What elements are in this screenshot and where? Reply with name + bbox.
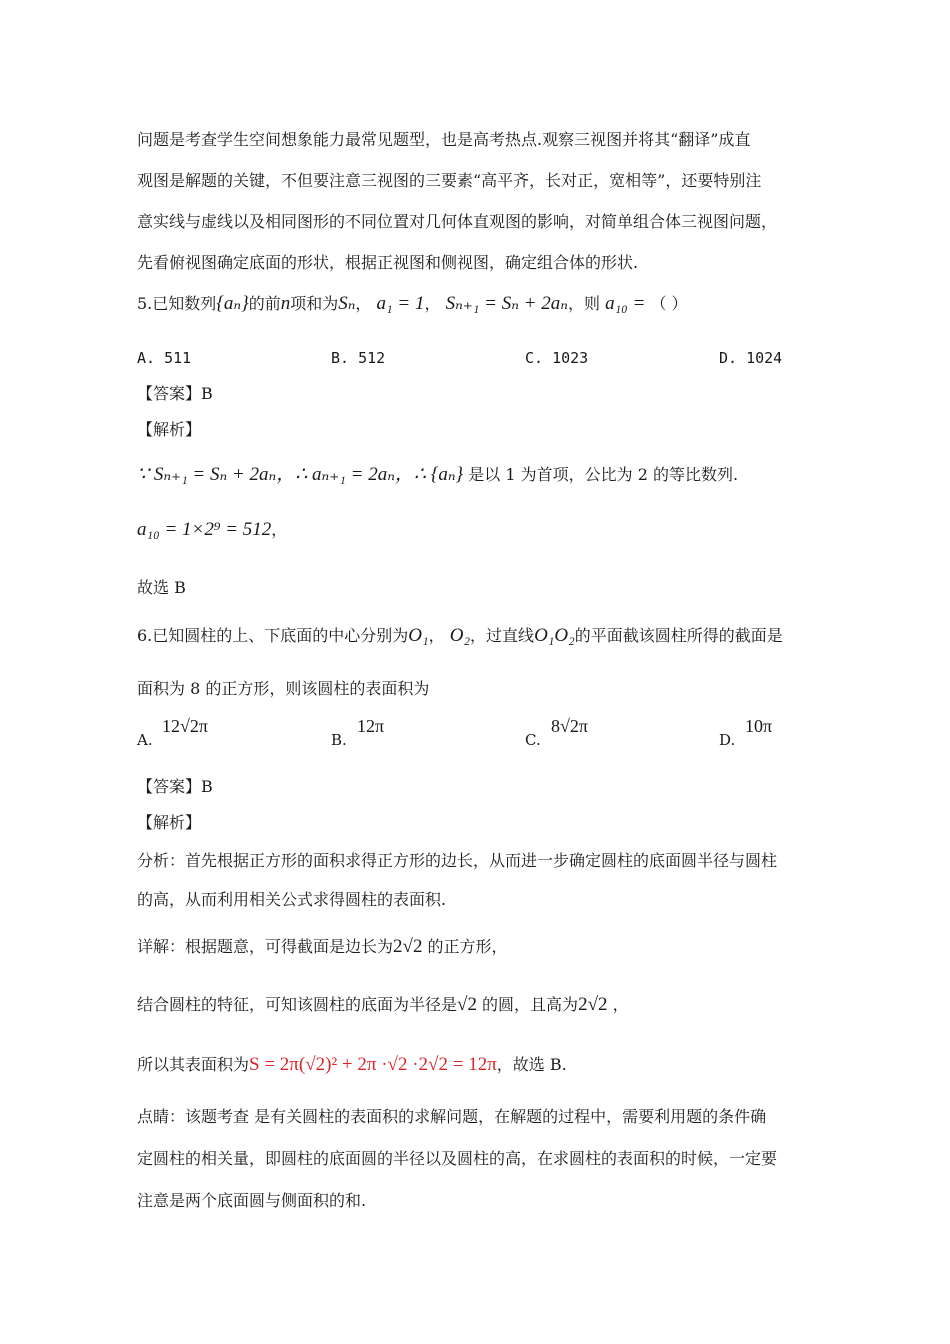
q6-jiehe-a: 结合圆柱的特征，可知该圆柱的底面为半径是 xyxy=(137,995,458,1014)
q6-option-d-value: 10π xyxy=(745,716,773,736)
q6-o2: O₂ xyxy=(449,625,471,646)
q5-sep1: ， xyxy=(355,294,372,313)
q6-stem-c: 的平面截该圆柱所得的截面是 xyxy=(574,626,783,645)
q6-dianjing-line-3: 注意是两个底面圆与侧面积的和. xyxy=(137,1191,367,1210)
q5-analysis-label: 【解析】 xyxy=(137,420,202,439)
q6-stem-b: ，过直线 xyxy=(470,626,535,645)
q5-option-a: A. 511 xyxy=(137,349,192,367)
q6-option-c-value: 8√2π xyxy=(551,716,588,736)
q6-dianjing-line-2: 定圆柱的相关量，即圆柱的底面圆的半径以及圆柱的高，在求圆柱的表面积的时候，一定要 xyxy=(137,1149,778,1168)
q6-side-length: 2√2 xyxy=(393,936,423,957)
q6-stem-line-1 xyxy=(137,626,783,646)
q6-fenxi-line-1: 分析：首先根据正方形的面积求得正方形的边长，从而进一步确定圆柱的底面圆半径与圆柱 xyxy=(137,851,778,870)
q5-mid3: ，则 xyxy=(567,294,600,313)
q6-stem-a: 6.已知圆柱的上、下底面的中心分别为 xyxy=(137,626,409,645)
q6-xiangjie-a: 详解：根据题意，可得截面是边长为 xyxy=(137,937,394,956)
q6-option-b-letter: B. xyxy=(331,731,347,749)
q6-jiehe xyxy=(137,995,629,1015)
q5-recurrence: Sₙ₊₁ = Sₙ + 2aₙ xyxy=(445,293,568,314)
q6-surface-formula: S = 2π(√2)² + 2π ·√2 ·2√2 = 12π xyxy=(249,1054,497,1075)
q5-a10: a₁₀ = xyxy=(605,293,646,314)
q5-n: n xyxy=(280,293,291,314)
intro-line-1: 问题是考查学生空间想象能力最常见题型，也是高考热点.观察三视图并将其“翻译”成直 xyxy=(137,130,751,149)
q5-answer: 【答案】B xyxy=(137,384,213,403)
q6-option-c-letter: C. xyxy=(525,731,541,749)
q6-option-a-letter: A. xyxy=(137,731,153,749)
q5-sol-therefore-2: ，∴ {aₙ} xyxy=(394,464,464,485)
q5-mid2: 项和为 xyxy=(290,294,339,313)
q6-fenxi-line-2: 的高，从而利用相关公式求得圆柱的表面积. xyxy=(137,890,447,909)
q6-option-d-letter: D. xyxy=(719,731,736,749)
q5-a1: a₁ = 1 xyxy=(376,293,425,314)
q6-xiangjie-b: 的正方形， xyxy=(427,937,508,956)
q5-paren: （ ） xyxy=(650,294,688,313)
q6-radius: √2 xyxy=(457,994,477,1015)
q5-sn: Sₙ xyxy=(338,293,356,314)
intro-line-2: 观图是解题的关键，不但要注意三视图的三要素“高平齐，长对正，宽相等”，还要特别注 xyxy=(137,171,762,190)
q5-sol-conclusion: 是以 1 为首项，公比为 2 的等比数列. xyxy=(468,465,739,484)
q6-sep1: ， xyxy=(428,626,445,645)
q5-sol-because: ∵ Sₙ₊₁ = Sₙ + 2aₙ xyxy=(137,464,277,485)
q5-option-d: D. 1024 xyxy=(719,349,783,367)
q5-solution-line-1 xyxy=(137,465,738,485)
q5-solution-line-2 xyxy=(137,520,287,540)
q6-dianjing-line-1: 点睛：该题考查 是有关圆柱的表面积的求解问题，在解题的过程中，需要利用题的条件确 xyxy=(137,1107,767,1126)
q6-height: 2√2 xyxy=(578,994,608,1015)
q5-mid1: 的前 xyxy=(248,294,281,313)
q6-suoyi-a: 所以其表面积为 xyxy=(137,1055,250,1074)
q5-sol-line2-tail: ， xyxy=(271,520,288,539)
intro-line-3: 意实线与虚线以及相同图形的不同位置对几何体直观图的影响，对简单组合体三视图问题， xyxy=(137,212,778,231)
intro-line-4: 先看俯视图确定底面的形状，根据正视图和侧视图，确定组合体的形状. xyxy=(137,253,639,272)
q6-analysis-label: 【解析】 xyxy=(137,813,202,832)
q6-xiangjie xyxy=(137,937,508,957)
q5-prefix: 5.已知数列 xyxy=(137,294,217,313)
q6-suoyi-b: ，故选 B. xyxy=(496,1055,567,1074)
q5-stem xyxy=(137,294,688,314)
q6-option-a-value: 12√2π xyxy=(162,716,208,736)
q5-choice: 故选 B xyxy=(137,578,186,597)
q6-stem-line-2: 面积为 8 的正方形，则该圆柱的表面积为 xyxy=(137,679,430,698)
q6-option-b-value: 12π xyxy=(357,716,385,736)
q6-o1: O₁ xyxy=(408,625,429,646)
q6-o1o2: O₁O₂ xyxy=(534,625,575,646)
q6-jiehe-b: 的圆，且高为 xyxy=(482,995,579,1014)
q5-sequence: {aₙ} xyxy=(216,293,249,314)
q5-option-c: C. 1023 xyxy=(525,349,589,367)
q6-suoyi xyxy=(137,1055,567,1075)
q6-answer: 【答案】B xyxy=(137,777,213,796)
q5-sol-therefore-1: ，∴ aₙ₊₁ = 2aₙ xyxy=(276,464,395,485)
q5-sol-a10-value: a₁₀ = 1×2⁹ = 512 xyxy=(137,519,272,540)
q5-option-b: B. 512 xyxy=(331,349,386,367)
q5-sep2: ， xyxy=(424,294,441,313)
q6-jiehe-c: ， xyxy=(612,995,629,1014)
